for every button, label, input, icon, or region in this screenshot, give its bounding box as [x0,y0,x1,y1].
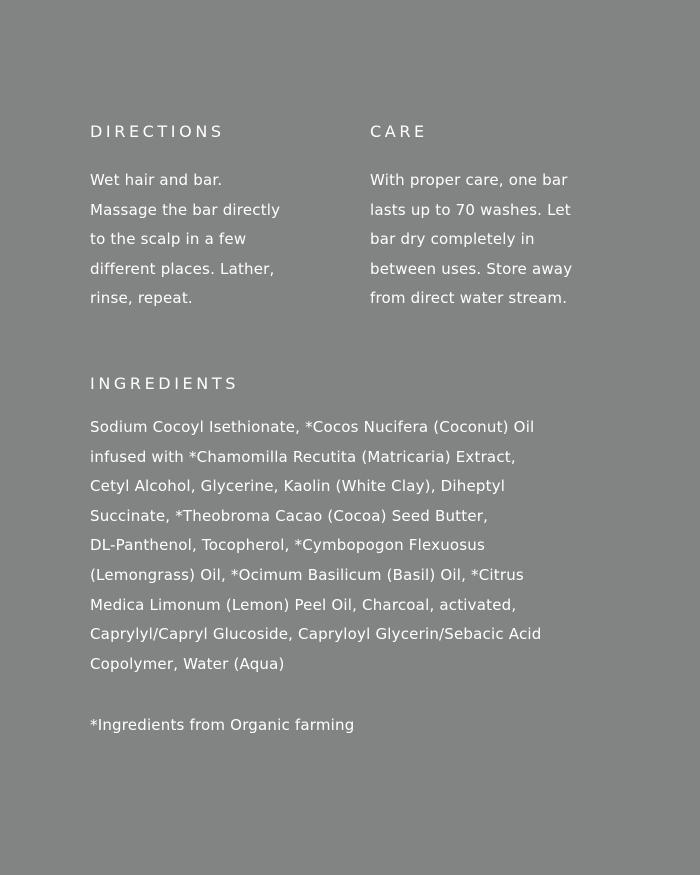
care-text [370,166,630,314]
ingredients-line: (Lemongrass) Oil, *Ocimum Basilicum (Basil) Oil, *Citrus [90,565,524,584]
directions-line: Massage the bar directly [90,200,281,219]
care-line: between uses. Store away [370,259,573,278]
ingredients-line: DL-Panthenol, Tocopherol, *Cymbopogon Flexuosus [90,536,486,555]
ingredients-heading: INGREDIENTS [90,374,239,393]
ingredients-line: Cetyl Alcohol, Glycerine, Kaolin (White Clay), Diheptyl [90,477,506,496]
directions-line: different places. Lather, [90,259,275,278]
directions-line: to the scalp in a few [90,230,247,249]
directions-line: Wet hair and bar. [90,171,223,189]
ingredients-line: Medica Limonum (Lemon) Peel Oil, Charcoal, activated, [90,595,517,614]
care-line: lasts up to 70 washes. Let [370,200,571,219]
directions-text [90,166,340,314]
ingredients-list [90,413,610,679]
directions-heading: DIRECTIONS [90,122,225,141]
organic-footnote: *Ingredients from Organic farming [90,716,355,734]
ingredients-line: Copolymer, Water (Aqua) [90,654,285,673]
care-line: from direct water stream. [370,289,568,308]
ingredients-line: Caprylyl/Capryl Glucoside, Capryloyl Glycerin/Sebacic Acid [90,625,542,644]
ingredients-line: Succinate, *Theobroma Cacao (Cocoa) Seed Butter, [90,506,489,525]
care-line: bar dry completely in [370,230,535,249]
care-line: With proper care, one bar [370,171,568,189]
directions-line: rinse, repeat. [90,289,193,308]
ingredients-line: Sodium Cocoyl Isethionate, *Cocos Nucifera (Coconut) Oil [90,418,535,436]
ingredients-line: infused with *Chamomilla Recutita (Matricaria) Extract, [90,447,516,466]
care-heading: CARE [370,122,428,141]
